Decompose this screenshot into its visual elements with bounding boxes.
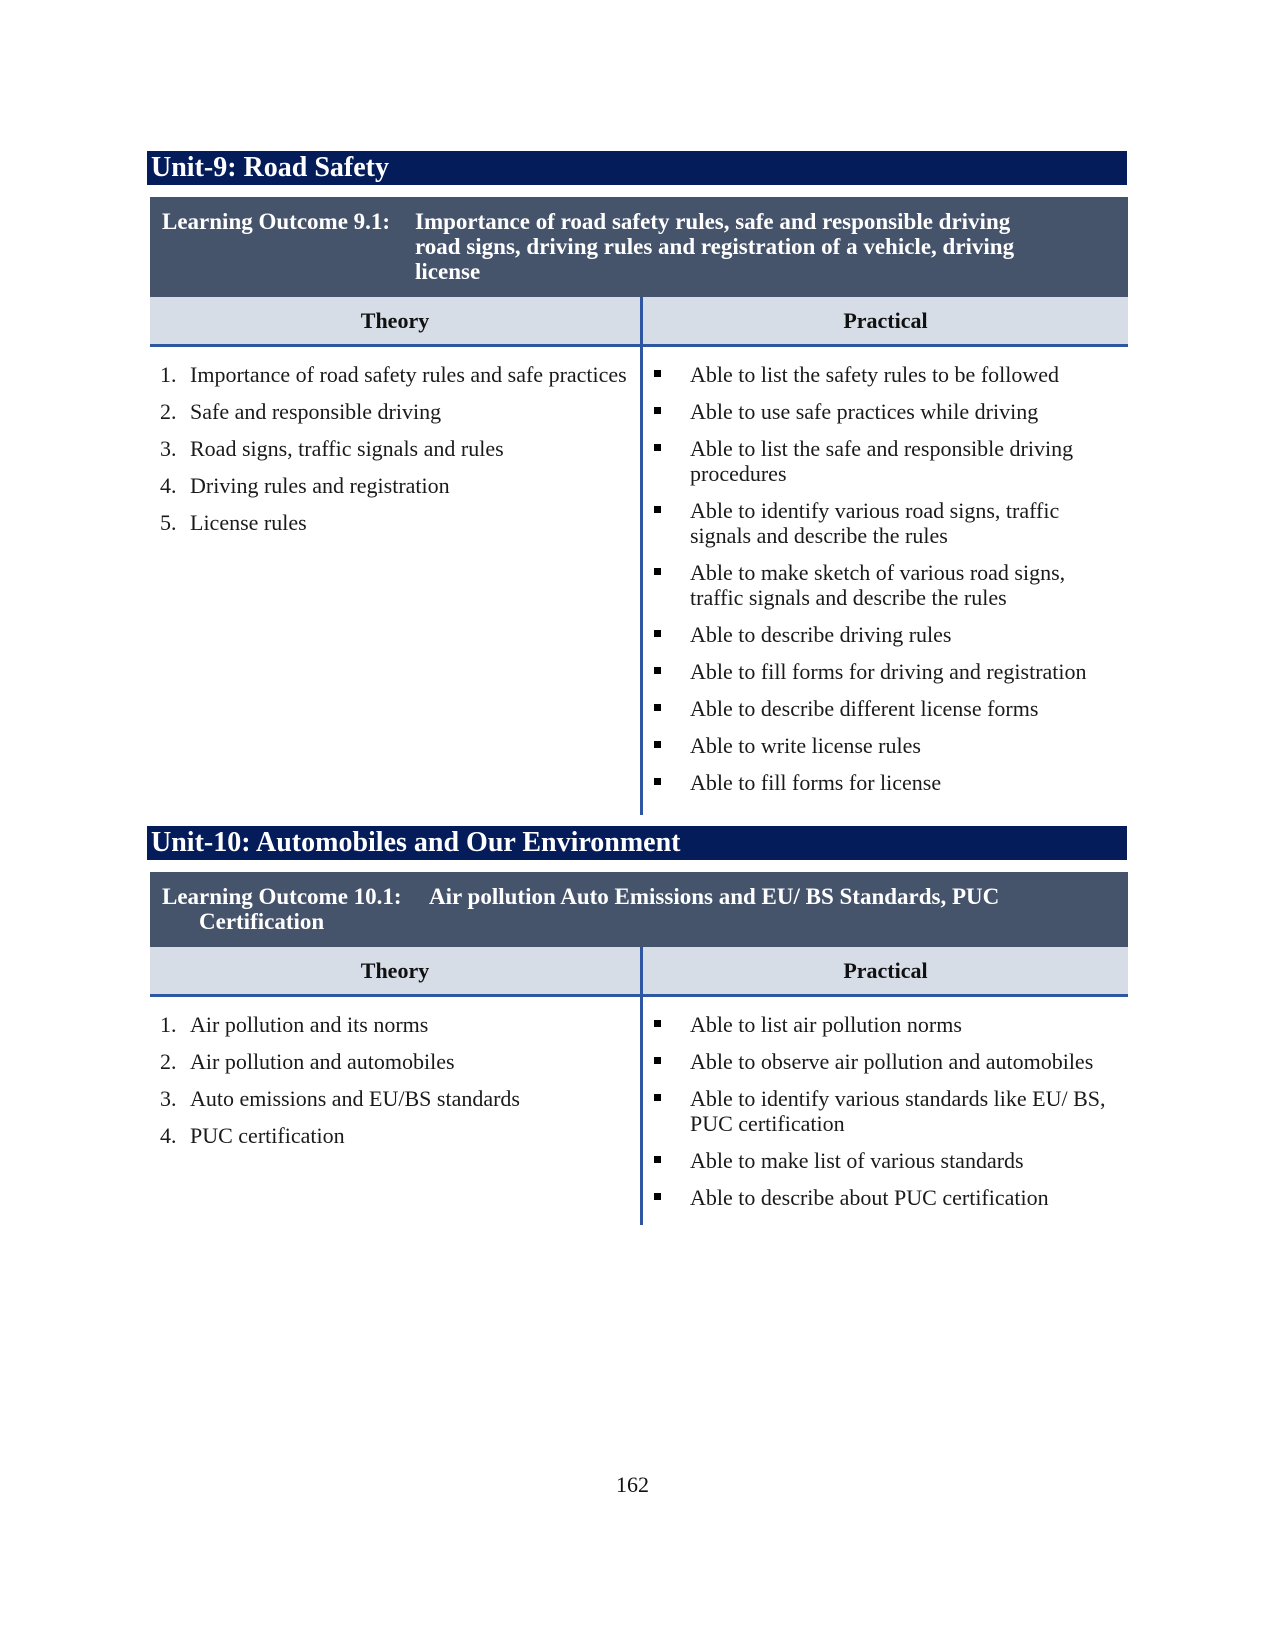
theory-list	[160, 362, 630, 547]
list-item: Able to observe air pollution and automobiles	[652, 1049, 1122, 1074]
learning-outcome-line: Certification	[199, 909, 325, 934]
square-bullet-icon	[654, 704, 661, 711]
learning-outcome-line: road signs, driving rules and registration of a vehicle, driving	[415, 234, 1015, 259]
square-bullet-icon	[654, 370, 661, 377]
square-bullet-icon	[654, 568, 661, 575]
list-item: Able to make sketch of various road signs, traffic signals and describe the rules	[652, 560, 1122, 610]
list-item: Able to describe different license forms	[652, 696, 1122, 721]
list-item: Able to write license rules	[652, 733, 1122, 758]
square-bullet-icon	[654, 630, 661, 637]
unit-9-title: Unit-9: Road Safety	[147, 151, 1127, 185]
column-divider	[640, 947, 643, 1225]
learning-outcome-10-1	[150, 872, 1128, 947]
theory-list	[160, 1012, 630, 1160]
square-bullet-icon	[654, 778, 661, 785]
page-number: 162	[616, 1472, 649, 1497]
theory-header: Theory	[150, 947, 640, 997]
practical-header: Practical	[643, 947, 1128, 997]
square-bullet-icon	[654, 667, 661, 674]
list-item: Able to identify various standards like EU/ BS, PUC certification	[652, 1086, 1122, 1136]
list-item: Able to describe about PUC certification	[652, 1185, 1122, 1210]
theory-header: Theory	[150, 297, 640, 347]
list-item: 4. PUC certification	[160, 1123, 345, 1148]
list-item: 1. Importance of road safety rules and safe practices	[160, 362, 627, 387]
list-item: Able to identify various road signs, traffic signals and describe the rules	[652, 498, 1122, 548]
list-item: 1. Air pollution and its norms	[160, 1012, 429, 1037]
list-item: Able to list air pollution norms	[652, 1012, 1122, 1037]
learning-outcome-line: license	[415, 259, 481, 284]
list-item: Able to fill forms for license	[652, 770, 1122, 795]
list-item: Able to use safe practices while driving	[652, 399, 1122, 424]
practical-header: Practical	[643, 297, 1128, 347]
list-item: Able to fill forms for driving and registration	[652, 659, 1122, 684]
learning-outcome-label: Learning Outcome 10.1:	[162, 884, 402, 909]
learning-outcome-line: Air pollution Auto Emissions and EU/ BS Standards, PUC	[429, 884, 1000, 909]
learning-outcome-line: Importance of road safety rules, safe and responsible driving	[415, 209, 1011, 234]
unit-10-title: Unit-10: Automobiles and Our Environment	[147, 826, 1127, 860]
column-divider	[640, 297, 643, 815]
square-bullet-icon	[654, 1094, 661, 1101]
square-bullet-icon	[654, 1193, 661, 1200]
square-bullet-icon	[654, 407, 661, 414]
list-item: Able to describe driving rules	[652, 622, 1122, 647]
practical-list	[652, 362, 1122, 807]
square-bullet-icon	[654, 1020, 661, 1027]
list-item: 5. License rules	[160, 510, 307, 535]
list-item: 3. Auto emissions and EU/BS standards	[160, 1086, 520, 1111]
list-item: Able to list the safe and responsible driving procedures	[652, 436, 1122, 486]
square-bullet-icon	[654, 506, 661, 513]
square-bullet-icon	[654, 444, 661, 451]
learning-outcome-9-1	[150, 197, 1128, 297]
list-item: 3. Road signs, traffic signals and rules	[160, 436, 504, 461]
list-item: 4. Driving rules and registration	[160, 473, 450, 498]
learning-outcome-label: Learning Outcome 9.1:	[162, 209, 391, 234]
list-item: 2. Safe and responsible driving	[160, 399, 442, 424]
square-bullet-icon	[654, 1156, 661, 1163]
square-bullet-icon	[654, 1057, 661, 1064]
square-bullet-icon	[654, 741, 661, 748]
list-item: 2. Air pollution and automobiles	[160, 1049, 455, 1074]
practical-list	[652, 1012, 1122, 1222]
list-item: Able to list the safety rules to be followed	[652, 362, 1122, 387]
list-item: Able to make list of various standards	[652, 1148, 1122, 1173]
